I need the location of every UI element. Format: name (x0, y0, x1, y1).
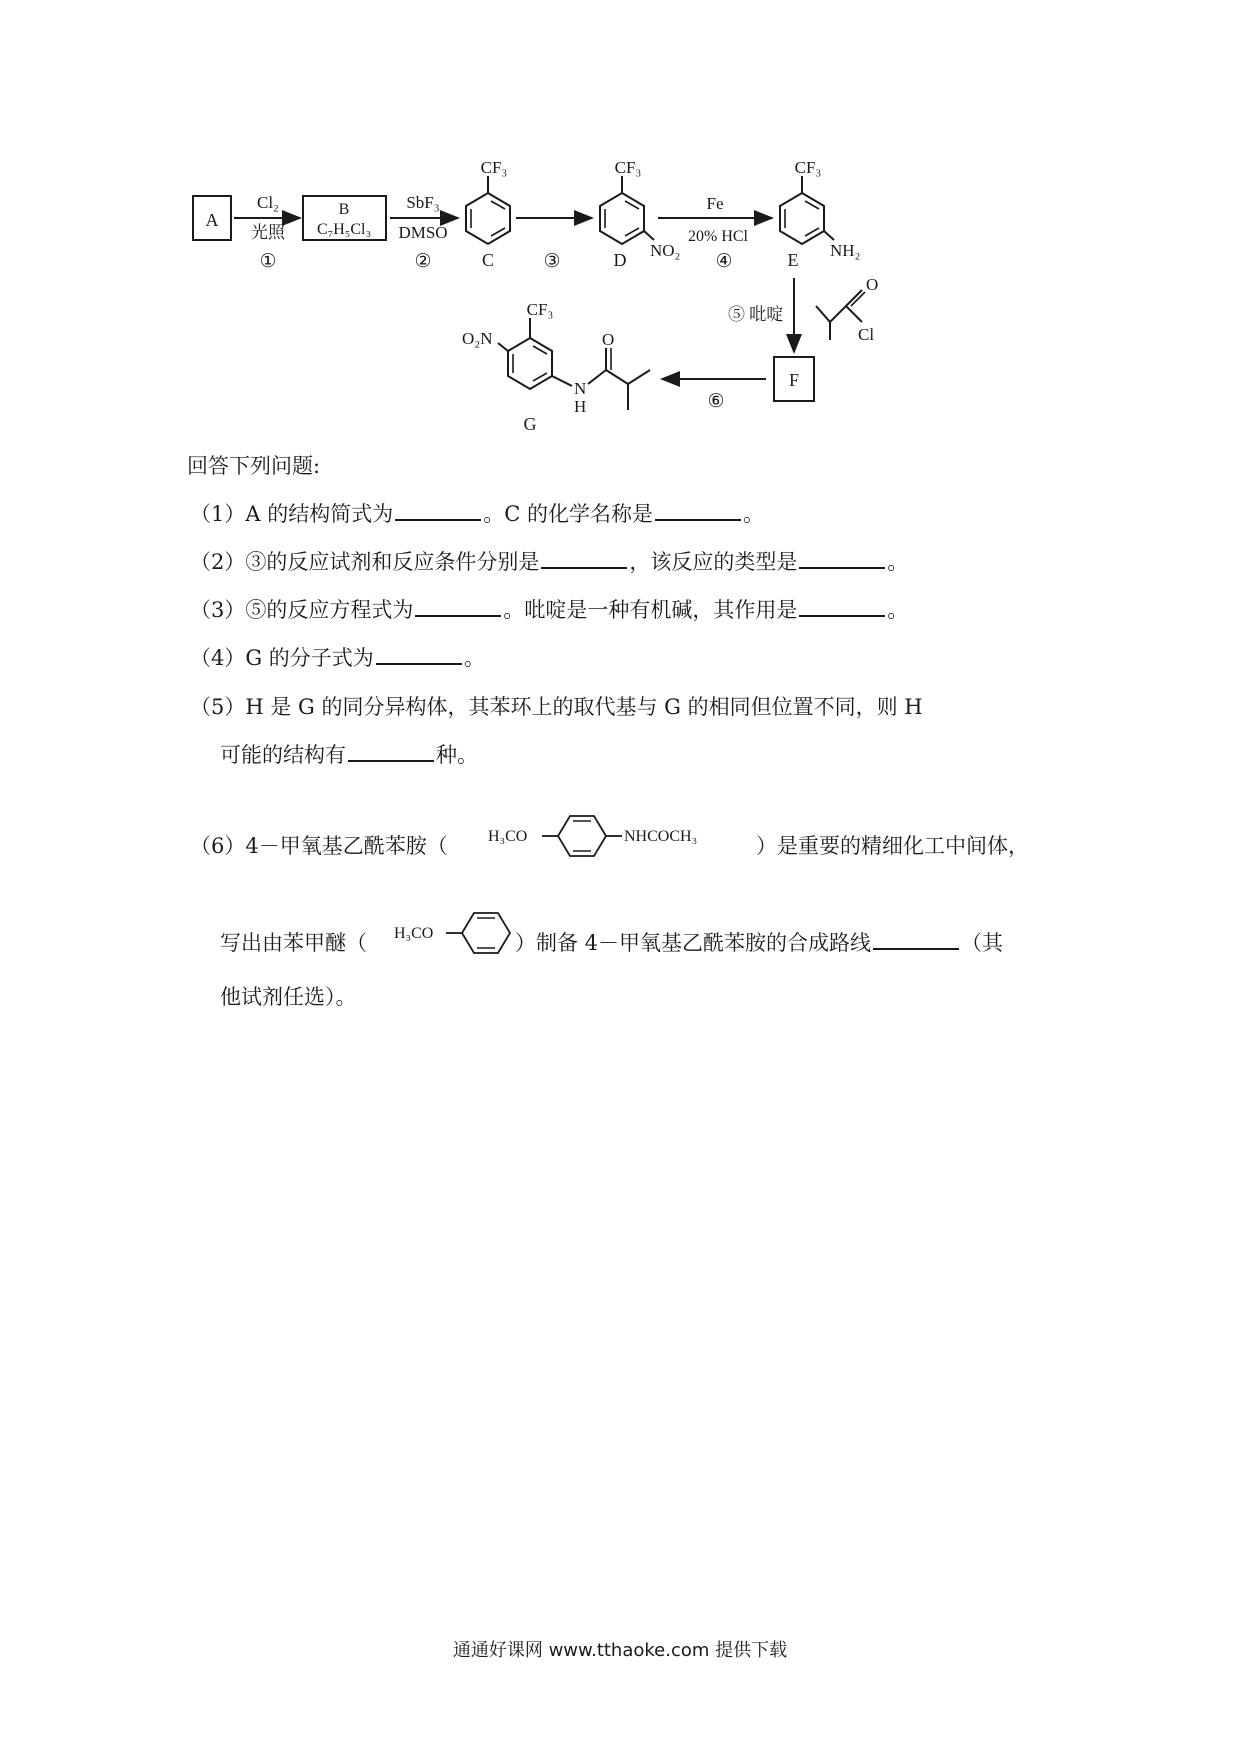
q6-text-b: ）是重要的精细化工中间体， (756, 834, 1029, 858)
q4-text-a: （4）G 的分子式为 (190, 646, 374, 670)
step1-condition: 光照 (251, 223, 285, 242)
q2-blank-2[interactable] (799, 549, 885, 569)
svg-text:N: N (574, 379, 587, 398)
step2-number: ② (414, 251, 432, 272)
q5-text-a: 可能的结构有 (220, 743, 346, 767)
q6-text-f: 他试剂任选）。 (220, 985, 357, 1009)
svg-text:CF₃: CF₃ (614, 158, 642, 177)
q1-blank-2[interactable] (655, 501, 741, 521)
label-D: D (613, 250, 627, 270)
question-6-line2 (515, 929, 1003, 957)
intro-text: 回答下列问题: (187, 454, 321, 478)
q6-text-c: 写出由苯甲醚（ (220, 931, 367, 955)
label-E: E (787, 250, 799, 270)
q1-text-c: 。 (742, 502, 764, 526)
q6-text-d: ）制备 4－甲氧基乙酰苯胺的合成路线 (515, 931, 872, 955)
q1-text-a: （1）A 的结构简式为 (190, 502, 394, 526)
q3-text-c: 。 (887, 598, 909, 622)
svg-text:Cl: Cl (858, 325, 875, 344)
box-B-label: B (338, 201, 350, 218)
q6-blank-1[interactable] (873, 930, 959, 950)
q3-blank-1[interactable] (415, 597, 501, 617)
q2-text-c: 。 (887, 550, 909, 574)
compound-C (466, 158, 510, 244)
svg-text:NH₂: NH₂ (830, 241, 861, 260)
isobutyryl-chloride (816, 275, 878, 344)
svg-text:O: O (602, 330, 615, 349)
q6-text-a: （6）4－甲氧基乙酰苯胺（ (190, 834, 448, 858)
step4-reagent: Fe (706, 194, 724, 213)
question-1 (190, 500, 764, 528)
step1-number: ① (259, 251, 277, 272)
label-G: G (523, 414, 537, 434)
footer-credit: 通通好课网 www.tthaoke.com 提供下载 (452, 1640, 788, 1661)
q1-text-b: 。C 的化学名称是 (483, 502, 653, 526)
label-C: C (481, 250, 495, 270)
q2-blank-1[interactable] (541, 549, 627, 569)
reaction-scheme (0, 0, 1240, 440)
q5-blank-1[interactable] (348, 742, 434, 762)
svg-text:H₃CO: H₃CO (488, 828, 528, 845)
step6-number: ⑥ (707, 391, 725, 412)
q4-blank-1[interactable] (376, 645, 462, 665)
q3-text-a: （3）⑤的反应方程式为 (190, 598, 414, 622)
step4-number: ④ (715, 251, 733, 272)
question-5-line1: （5）H 是 G 的同分异构体，其苯环上的取代基与 G 的相同但位置不同，则 H (190, 695, 923, 719)
svg-text:CF₃: CF₃ (526, 300, 554, 319)
q2-text-b: ，该反应的类型是 (629, 550, 798, 574)
question-3 (190, 596, 908, 624)
compound-G (462, 300, 650, 416)
box-B-formula: C₇H₅Cl₃ (316, 221, 372, 238)
q3-blank-2[interactable] (799, 597, 885, 617)
svg-text:O₂N: O₂N (462, 329, 493, 348)
q6-text-e: （其 (961, 931, 1004, 955)
q3-text-b: 。吡啶是一种有机碱，其作用是 (503, 598, 798, 622)
box-F-label: F (788, 370, 800, 390)
q2-text-a: （2）③的反应试剂和反应条件分别是 (190, 550, 540, 574)
compound-D (600, 158, 680, 260)
step1-reagent: Cl₂ (257, 193, 279, 212)
box-A-label: A (205, 210, 219, 230)
step2-solvent: DMSO (398, 223, 448, 242)
svg-text:CF₃: CF₃ (480, 158, 508, 177)
svg-text:H: H (574, 397, 587, 416)
q4-text-b: 。 (463, 646, 485, 670)
structure-4-methoxyacetanilide (484, 808, 744, 878)
svg-text:NO₂: NO₂ (650, 241, 681, 260)
compound-E (780, 158, 860, 260)
step2-reagent: SbF₃ (406, 193, 440, 212)
structure-anisole (390, 905, 520, 975)
svg-text:CF₃: CF₃ (794, 158, 822, 177)
q1-blank-1[interactable] (395, 501, 481, 521)
svg-text:O: O (866, 275, 879, 294)
step5-label: ⑤ 吡啶 (728, 305, 784, 324)
question-2 (190, 548, 908, 576)
svg-text:H₃CO: H₃CO (394, 925, 434, 942)
q5-text-b: 种。 (436, 743, 478, 767)
question-4 (190, 644, 485, 672)
question-5-line2 (220, 741, 478, 769)
step4-condition: 20% HCl (688, 228, 748, 245)
step3-number: ③ (543, 251, 561, 272)
svg-text:NHCOCH₃: NHCOCH₃ (624, 828, 698, 845)
